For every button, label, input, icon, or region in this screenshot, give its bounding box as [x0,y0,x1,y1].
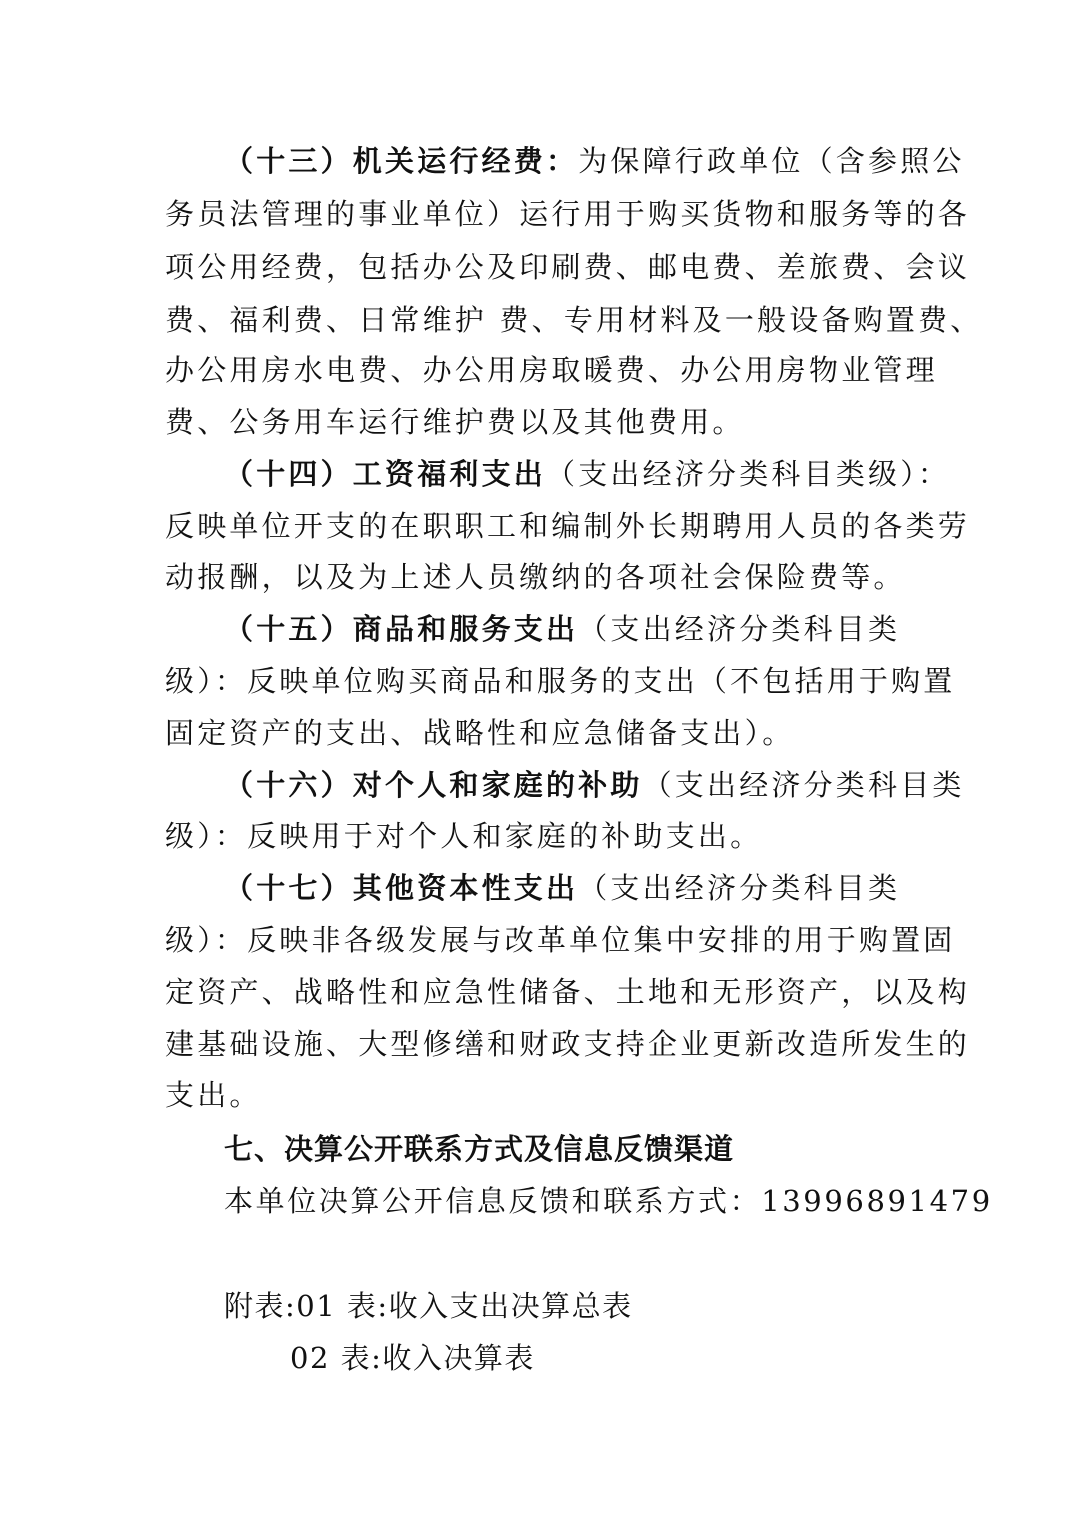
attachment-list-first: 附表:01 表:收入支出决算总表 [224,1289,633,1323]
section-17-title: （十七）其他资本性支出 [224,871,579,905]
contact-text: 本单位决算公开信息反馈和联系方式：13996891479 [224,1184,993,1218]
attachment-list-second: 02 表:收入决算表 [290,1341,535,1375]
section-13-text: 为保障行政单位（含参照公 [578,144,965,178]
section-15-first-line [224,603,900,655]
section-17-line: 级）：反映非各级发展与改革单位集中安排的用于购置固 [165,923,956,957]
section-14-text: （支出经济分类科目类级）： [546,457,951,491]
section-15-line: 级）：反映单位购买商品和服务的支出（不包括用于购置 [165,664,956,698]
section-13-first-line [224,135,965,187]
section-13-line: 办公用房水电费、办公用房取暖费、办公用房物业管理 [165,353,938,387]
section-17-line: 定资产、战略性和应急性储备、土地和无形资产，以及构 [165,975,971,1009]
section-16-first-line [224,759,965,811]
section-16-line: 级）：反映用于对个人和家庭的补助支出。 [165,819,763,853]
section-16-title: （十六）对个人和家庭的补助 [224,768,643,802]
section-14-title: （十四）工资福利支出 [224,457,547,491]
section-14-first-line [224,448,950,500]
section-16-text: （支出经济分类科目类 [642,768,965,802]
section-13-title: （十三）机关运行经费： [224,144,579,178]
section-15-title: （十五）商品和服务支出 [224,612,579,646]
section-13-line: 费、福利费、日常维护 费、专用材料及一般设备购置费、 [165,303,983,337]
section-13-line: 项公用经费，包括办公及印刷费、邮电费、差旅费、会议 [165,250,971,284]
section-13-line: 务员法管理的事业单位）运行用于购买货物和服务等的各 [165,197,971,231]
section-13-line: 费、公务用车运行维护费以及其他费用。 [165,405,745,439]
section-14-line: 动报酬，以及为上述人员缴纳的各项社会保险费等。 [165,560,906,594]
section-17-first-line [224,862,900,914]
section-17-line: 支出。 [165,1078,262,1112]
section-15-text: （支出经济分类科目类 [578,612,901,646]
section-17-text: （支出经济分类科目类 [578,871,901,905]
contact-heading: 七、决算公开联系方式及信息反馈渠道 [224,1132,735,1166]
section-17-line: 建基础设施、大型修缮和财政支持企业更新改造所发生的 [165,1027,971,1061]
section-15-line: 固定资产的支出、战略性和应急储备支出）。 [165,716,795,750]
section-14-line: 反映单位开支的在职职工和编制外长期聘用人员的各类劳 [165,509,971,543]
